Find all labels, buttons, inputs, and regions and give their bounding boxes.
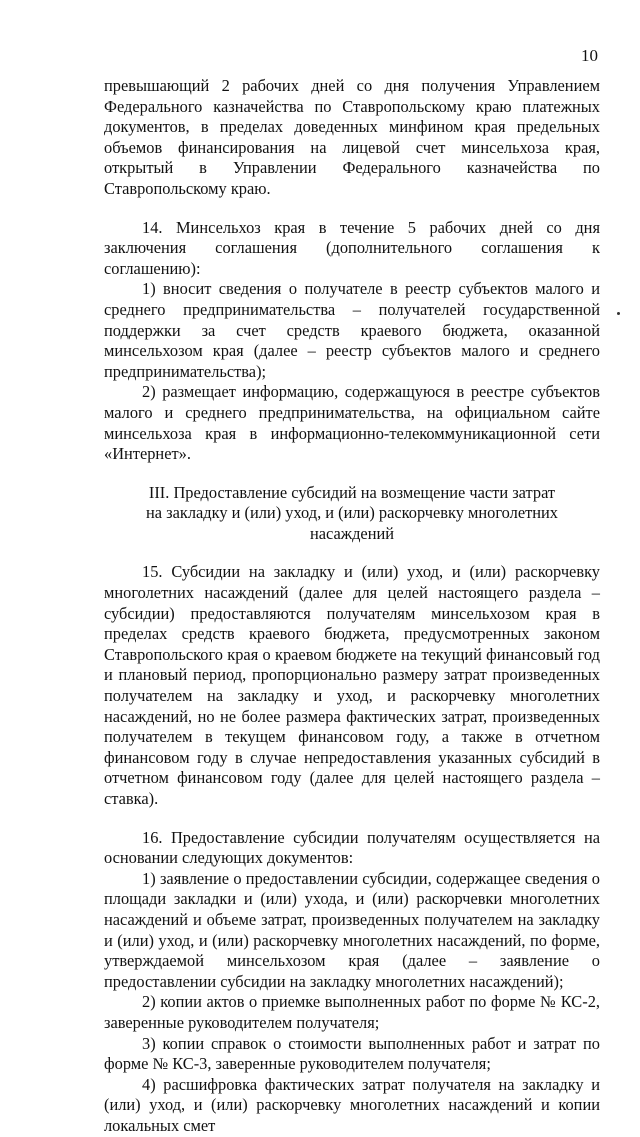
document-body — [104, 76, 600, 1137]
paragraph-14: 14. Минсельхоз края в течение 5 рабочих дней со дня заключения соглашения (дополнительного соглашения к соглашению): — [104, 217, 600, 278]
section-heading-line-2: на закладку и (или) уход, и (или) раскорчевку многолетних насаждений — [145, 503, 559, 543]
paragraph-14-item-2: 2) размещает информацию, содержащуюся в реестре субъектов малого и среднего предпринимательства, на официальном сайте минсельхоза края в информационно-телекоммуникационной сети «Интернет». — [104, 382, 600, 464]
paragraph-16-item-2: 2) копии актов о приемке выполненных работ по форме № КС-2, заверенные руководителем получателя; — [104, 992, 600, 1032]
section-heading-line-1: III. Предоставление субсидий на возмещение части затрат — [148, 482, 556, 502]
paragraph-gap — [104, 200, 600, 218]
page-number: 10 — [581, 46, 598, 65]
paragraph-15: 15. Субсидии на закладку и (или) уход, и (или) раскорчевку многолетних насаждений (далее для целей настоящего раздела – субсидии) предоставляются получателям минсельхозом края в пределах средств краевого бюджета, предусмотренных законом Ставропольского края о краевом бюджете на текущий финансовый год и плановый период, пропорционально размеру затрат произведенных получателем на закладку и уход, и раскорчевку многолетних насаждений, но не более размера фактических затрат, произведенных получателем в текущем финансовом году, а также в отчетном финансовом году в случае непредоставления указанных субсидий в отчетном финансовом году (далее для целей настоящего раздела – ставка). — [104, 562, 600, 808]
paragraph-16-item-3: 3) копии справок о стоимости выполненных работ и затрат по форме № КС-3, заверенные руководителем получателя; — [104, 1033, 600, 1074]
paragraph-14-item-1: 1) вносит сведения о получателе в реестр субъектов малого и среднего предпринимательства – получателей государственной поддержки за счет средств краевого бюджета, оказанной минсельхозом края (далее – реестр субъектов малого и среднего предпринимательства); — [104, 279, 600, 381]
paragraph-16-item-1: 1) заявление о предоставлении субсидии, содержащее сведения о площади закладки и (или) ухода, и (или) раскорчевки многолетних насаждений и объеме затрат, произведенных получателем на закладку и (или) уход, и (или) раскорчевку многолетних насаждений, по форме, утверждаемой минсельхозом края (далее – заявление о предоставлении субсидии на закладку многолетних насаждений); — [104, 868, 600, 991]
paragraph-16-item-4: 4) расшифровка фактических затрат получателя на закладку и (или) уход, и (или) раскорчевку многолетних насаждений и копии локальных смет — [104, 1074, 600, 1135]
paragraph-gap — [104, 544, 600, 562]
paragraph-gap — [104, 810, 600, 828]
paragraph-gap — [104, 465, 600, 483]
paragraph-continuation: превышающий 2 рабочих дней со дня получения Управлением Федерального казначейства по Ставропольскому краю платежных документов, в пределах доведенных минфином края предельных объемов финансирования на лицевой счет минсельхоза края, открытый в Управлении Федерального казначейства по Ставропольскому краю. — [104, 76, 600, 198]
scan-speck — [617, 312, 620, 315]
paragraph-16: 16. Предоставление субсидии получателям осуществляется на основании следующих документов: — [104, 827, 600, 868]
